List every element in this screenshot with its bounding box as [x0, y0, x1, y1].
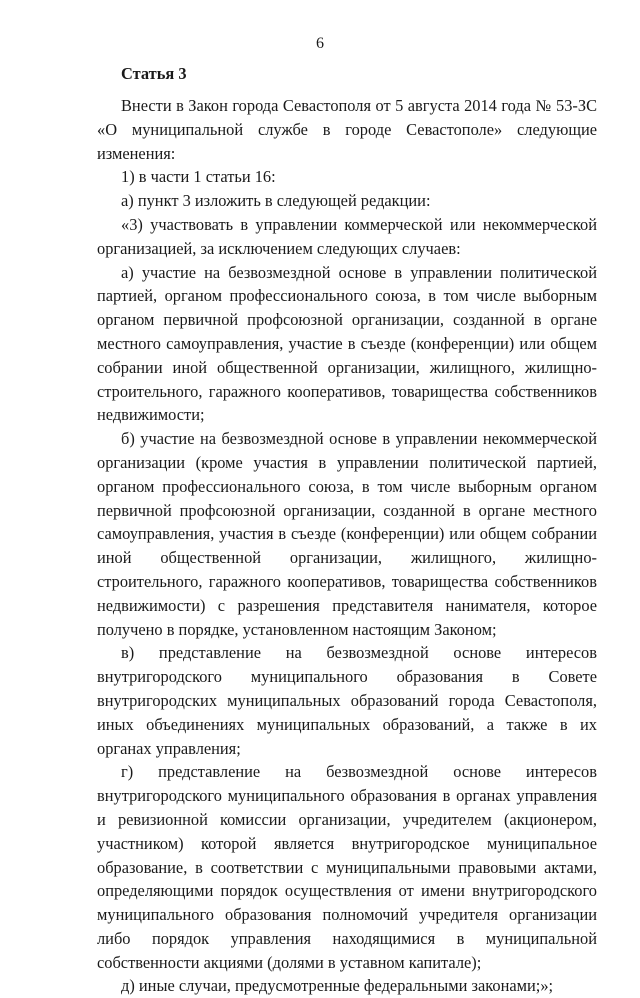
- paragraph-item-1: 1) в части 1 статьи 16:: [121, 167, 276, 187]
- paragraph-case-d: д) иные случаи, предусмотренные федеральными законами;»;: [121, 976, 554, 996]
- paragraph-case-g: г) представление на безвозмездной основе интересов внутригородского муниципального образования в органах управления и ревизионной комиссии организации, учредителем (акционером, участником) которой является внутригородское муниципальное образование, в соответствии с муниципальными правовыми актами, определяющими порядок осуществления от имени внутригородского муниципального образования полномочий учредителя организации либо порядок управления находящимися в муниципальной собственности акциями (долями в уставном капитале);: [97, 762, 597, 972]
- paragraph-intro: Внести в Закон города Севастополя от 5 августа 2014 года № 53-ЗС «О муниципальной службе в городе Севастополе» следующие изменения:: [97, 96, 597, 163]
- article-heading: Статья 3: [121, 64, 187, 83]
- paragraph-point-3: «3) участвовать в управлении коммерческой или некоммерческой организацией, за исключением следующих случаев:: [97, 214, 597, 258]
- paragraph-case-a: а) участие на безвозмездной основе в управлении политической партией, органом профессионального союза, в том числе выборным органом первичной профсоюзной организации, созданной в органе местного самоуправления, участие в съезде (конференции) или общем собрании иной общественной организации, жилищного, жилищно-строительного, гаражного кооперативов, товарищества собственников недвижимости;: [97, 262, 597, 425]
- paragraph-subitem-a: а) пункт 3 изложить в следующей редакции:: [121, 191, 431, 211]
- paragraph-case-v: в) представление на безвозмездной основе интересов внутригородского муниципального образования в Совете внутригородских муниципальных образований города Севастополя, иных объединениях муниципальных образований, а также в их органах управления;: [97, 643, 597, 758]
- page-number: 6: [316, 35, 324, 52]
- document-body: [97, 62, 597, 998]
- paragraph-case-b: б) участие на безвозмездной основе в управлении некоммерческой организации (кроме участия в управлении политической партией, органом профессионального союза, в том числе выборным органом первичной профсоюзной организации, созданной в органе местного самоуправления, участия в съезде (конференции) или общем собрании иной общественной организации, жилищного, жилищно-строительного, гаражного кооперативов, товарищества собственников недвижимости) с разрешения представителя нанимателя, которое получено в порядке, установленном настоящим Законом;: [97, 429, 597, 639]
